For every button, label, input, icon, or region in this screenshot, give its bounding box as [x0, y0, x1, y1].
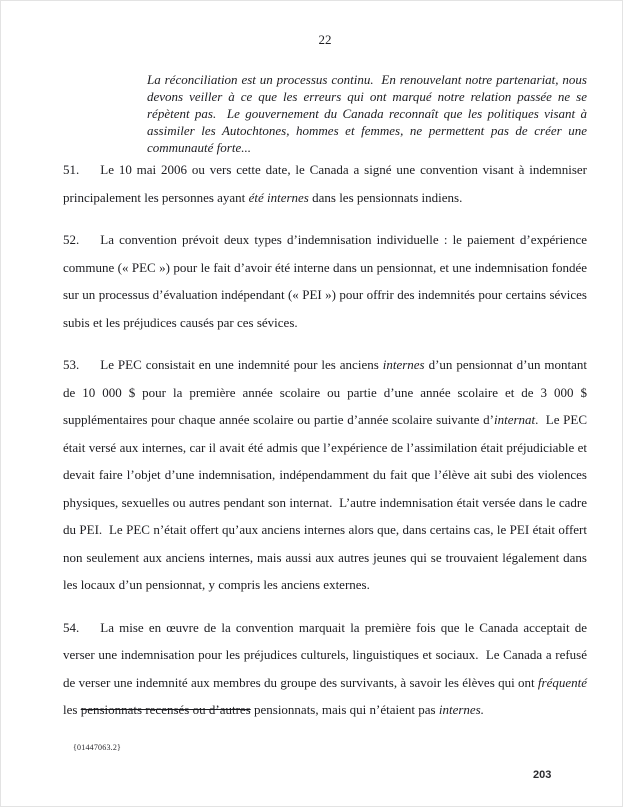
text-segment-normal: d’un pensionnat d’un montant de 10 000 $ pour la première année scolaire ou partie d’une année scolaire et de 3 000 $ supplémentaires pour chaque année scolaire ou partie d’année scolaire suivante d’ [63, 357, 588, 427]
text-segment-italic: internat [493, 412, 536, 427]
text-segment-normal: pensionnats, mais qui n’étaient pas [250, 702, 439, 717]
paragraph-52-number: 52. [63, 232, 80, 247]
paragraph-53 [63, 351, 587, 599]
text-segment-normal: dans les pensionnats indiens. [308, 189, 463, 205]
page-content [1, 1, 622, 724]
paragraph-51-number: 51. [63, 162, 80, 177]
paragraph-54-text [63, 620, 587, 718]
paragraph-51 [63, 156, 587, 211]
quotation-block [147, 71, 587, 156]
paragraph-53-text [63, 357, 587, 592]
page-number-header: 22 [318, 32, 332, 47]
text-segment-normal: La convention prévoit deux types d’indemnisation individuelle : le paiement d’expérience commune (« PEC ») pour le fait d’avoir été interne dans un pensionnat, et une indemnisation fondée sur un processus d’évaluation indépendant (« PEI ») pour offrir des indemnités pour certains sévices subis et les préjudices causés par ces sévices. [63, 232, 587, 330]
text-segment-italic: La réconciliation est un processus continu. En renouvelant notre partenariat, nous devons veiller à ce que les erreurs qui ont marqué notre relation passée ne se répètent pas. Le gouvernement du Canada reconnaît que les politiques visant à assimiler les Autochtones, hommes et femmes, ne permettent pas de créer une communauté forte... [147, 72, 587, 155]
footer-bates-page-number: 203 [533, 769, 552, 781]
paragraph-54 [63, 614, 587, 724]
paragraph-54-number: 54. [63, 619, 80, 635]
paragraph-51-text [63, 162, 587, 205]
text-segment-normal: . Le PEC était versé aux internes, car il avait été admis que l’expérience de l’assimilation était préjudiciable et devait faire l’objet d’une indemnisation, indépendamment du fait que l’élève ait subi des violences physiques, sexuelles ou autres pendant son internat. L’autre indemnisation était versée dans le cadre du PEI. Le PEC n’était offert qu’aux anciens internes alors que, dans certains cas, le PEI était offert non seulement aux anciens internes, mais aussi aux autres jeunes qui se trouvaient légalement dans les locaux d’un pensionnat, y compris les anciens externes. [63, 412, 587, 592]
text-segment-italic: fréquenté [537, 674, 587, 690]
paragraph-53-number: 53. [63, 357, 80, 372]
text-segment-normal: Le 10 mai 2006 ou vers cette date, le Canada a signé une convention visant à indemniser principalement les personnes ayant [63, 162, 587, 205]
text-segment-italic: internes [382, 357, 425, 372]
text-segment-normal: Le PEC consistait en une indemnité pour les anciens [100, 357, 383, 372]
footer-document-number: {01447063.2} [73, 743, 122, 752]
text-segment-normal: les [63, 702, 81, 717]
paragraph-52 [63, 226, 587, 336]
text-segment-italic: internes. [438, 702, 484, 717]
text-segment-normal: La mise en œuvre de la convention marquait la première fois que le Canada acceptait de verser une indemnisation pour les préjudices culturels, linguistiques et sociaux. Le Canada a refusé de verser une indemnité aux membres du groupe des survivants, à savoir les élèves qui ont [63, 619, 587, 690]
text-segment-italic: été internes [248, 189, 309, 205]
paragraph-52-text [63, 232, 587, 330]
text-segment-strike: pensionnats recensés ou d’autres [80, 702, 251, 717]
